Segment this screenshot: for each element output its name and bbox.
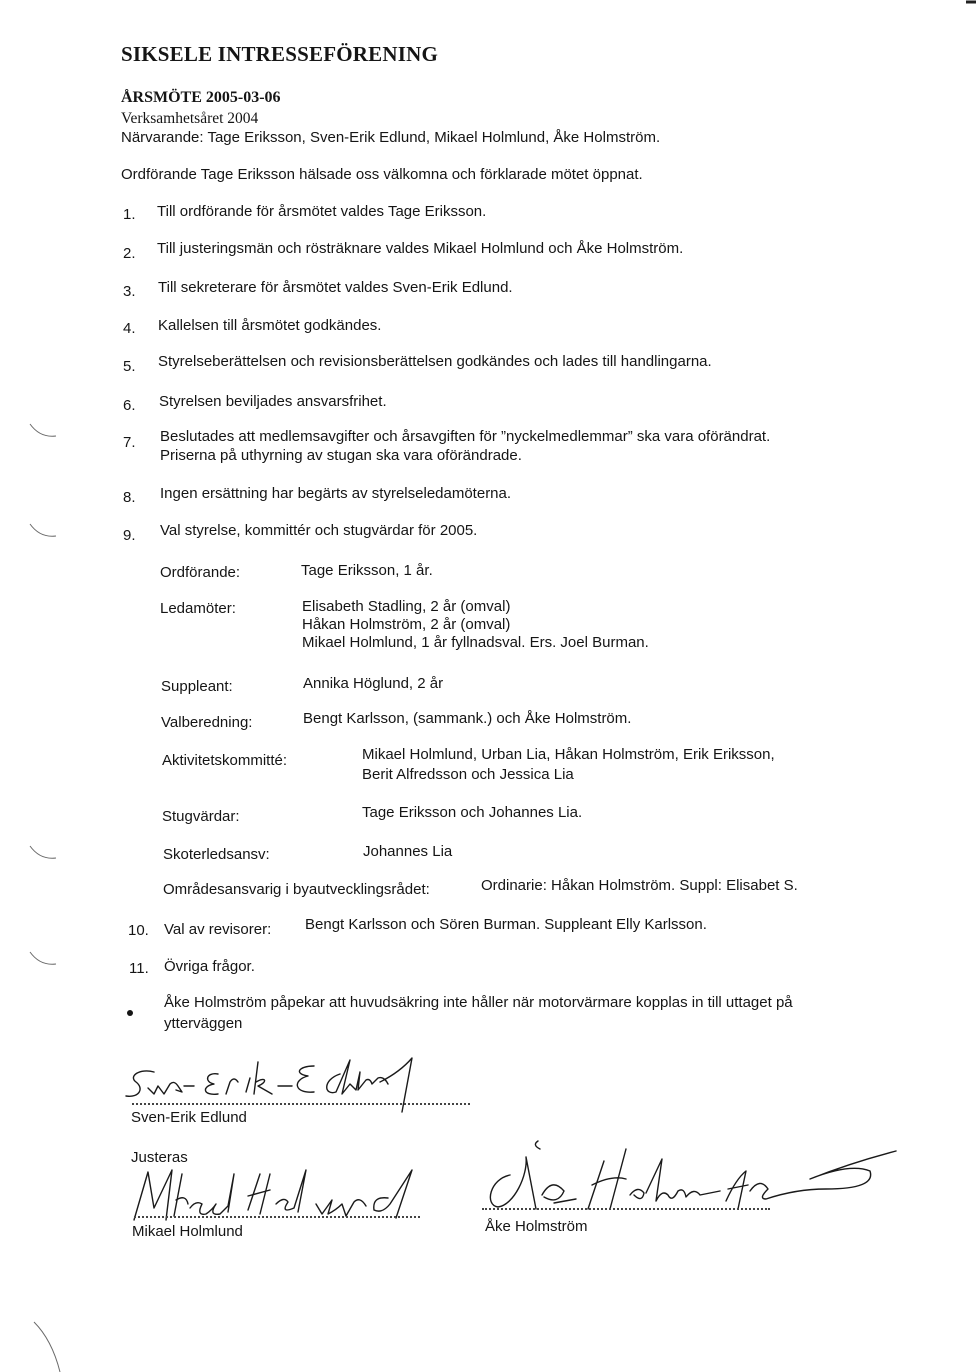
item-number: 2.: [123, 245, 136, 262]
signer-name-adjuster-2: Åke Holmström: [485, 1218, 588, 1235]
item-number: 9.: [123, 527, 136, 544]
attendees-line: Närvarande: Tage Eriksson, Sven-Erik Edlund, Mikael Holmlund, Åke Holmström.: [121, 129, 661, 146]
item-text: Styrelseberättelsen och revisionsberättelsen godkändes och lades till handlingarna.: [158, 353, 712, 370]
role-label-nomination: Valberedning:: [161, 714, 253, 731]
role-label-area-responsible: Områdesansvarig i byautvecklingsrådet:: [163, 881, 430, 898]
meeting-heading: ÅRSMÖTE 2005-03-06: [121, 89, 281, 106]
signer-name-secretary: Sven-Erik Edlund: [131, 1109, 247, 1126]
role-value-member: Håkan Holmström, 2 år (omval): [302, 616, 511, 633]
item-number: 4.: [123, 320, 136, 337]
auditors-text: Bengt Karlsson och Sören Burman. Suppleant Elly Karlsson.: [305, 916, 707, 933]
item-text: Kallelsen till årsmötet godkändes.: [158, 317, 382, 334]
item-text: Beslutades att medlemsavgifter och årsavgiften för ”nyckelmedlemmar” ska vara oförändrat.: [160, 428, 771, 445]
auditors-label: Val av revisorer:: [164, 921, 272, 938]
role-label-cabin-hosts: Stugvärdar:: [162, 808, 240, 825]
role-value-member: Mikael Holmlund, 1 år fyllnadsval. Ers. Joel Burman.: [302, 634, 649, 651]
item-text: Till justeringsmän och rösträknare valdes Mikael Holmlund och Åke Holmström.: [157, 240, 684, 257]
item-number: 3.: [123, 283, 136, 300]
item-text: Styrelsen beviljades ansvarsfrihet.: [159, 393, 387, 410]
fiscal-year-line: Verksamhetsåret 2004: [121, 110, 259, 127]
role-value-member: Elisabeth Stadling, 2 år (omval): [302, 598, 511, 615]
bullet-note-line: Åke Holmström påpekar att huvudsäkring inte håller när motorvärmare kopplas in till uttaget på: [164, 994, 793, 1011]
role-value-snowmobile-trail: Johannes Lia: [363, 843, 453, 860]
role-value-activity-committee: Mikael Holmlund, Urban Lia, Håkan Holmström, Erik Eriksson,: [362, 746, 775, 763]
item-number: 8.: [123, 489, 136, 506]
role-label-snowmobile-trail: Skoterledsansv:: [163, 846, 270, 863]
role-value-chair: Tage Eriksson, 1 år.: [301, 562, 433, 579]
item-number: 7.: [123, 434, 136, 451]
role-label-members: Ledamöter:: [160, 600, 236, 617]
item-text: Till ordförande för årsmötet valdes Tage Eriksson.: [157, 203, 487, 220]
item-text-continued: Priserna på uthyrning av stugan ska vara oförändrade.: [160, 447, 522, 464]
intro-paragraph: Ordförande Tage Eriksson hälsade oss välkomna och förklarade mötet öppnat.: [121, 166, 643, 183]
item-number: 5.: [123, 358, 136, 375]
role-value-activity-committee: Berit Alfredsson och Jessica Lia: [362, 766, 574, 783]
role-label-chair: Ordförande:: [160, 564, 241, 581]
role-label-deputy: Suppleant:: [161, 678, 233, 695]
role-label-activity-committee: Aktivitetskommitté:: [162, 752, 288, 769]
bullet-note-line: ytterväggen: [164, 1015, 243, 1032]
document-title: SIKSELE INTRESSEFÖRENING: [121, 42, 438, 66]
role-value-deputy: Annika Höglund, 2 år: [303, 675, 444, 692]
item-number: 1.: [123, 206, 136, 223]
item-text: Ingen ersättning har begärts av styrelseledamöterna.: [160, 485, 512, 502]
signer-name-adjuster-1: Mikael Holmlund: [132, 1223, 243, 1240]
item-number: 11.: [129, 960, 149, 977]
item-number: 10.: [128, 922, 149, 939]
item-text: Övriga frågor.: [164, 958, 255, 975]
role-value-area-responsible: Ordinarie: Håkan Holmström. Suppl: Elisabet S.: [481, 877, 798, 894]
role-value-nomination: Bengt Karlsson, (sammank.) och Åke Holmström.: [303, 710, 632, 727]
role-value-cabin-hosts: Tage Eriksson och Johannes Lia.: [362, 804, 583, 821]
item-text: Val styrelse, kommittér och stugvärdar för 2005.: [160, 522, 478, 539]
item-text: Till sekreterare för årsmötet valdes Sven-Erik Edlund.: [158, 279, 513, 296]
adjusted-label: Justeras: [131, 1149, 188, 1166]
item-number: 6.: [123, 397, 136, 414]
